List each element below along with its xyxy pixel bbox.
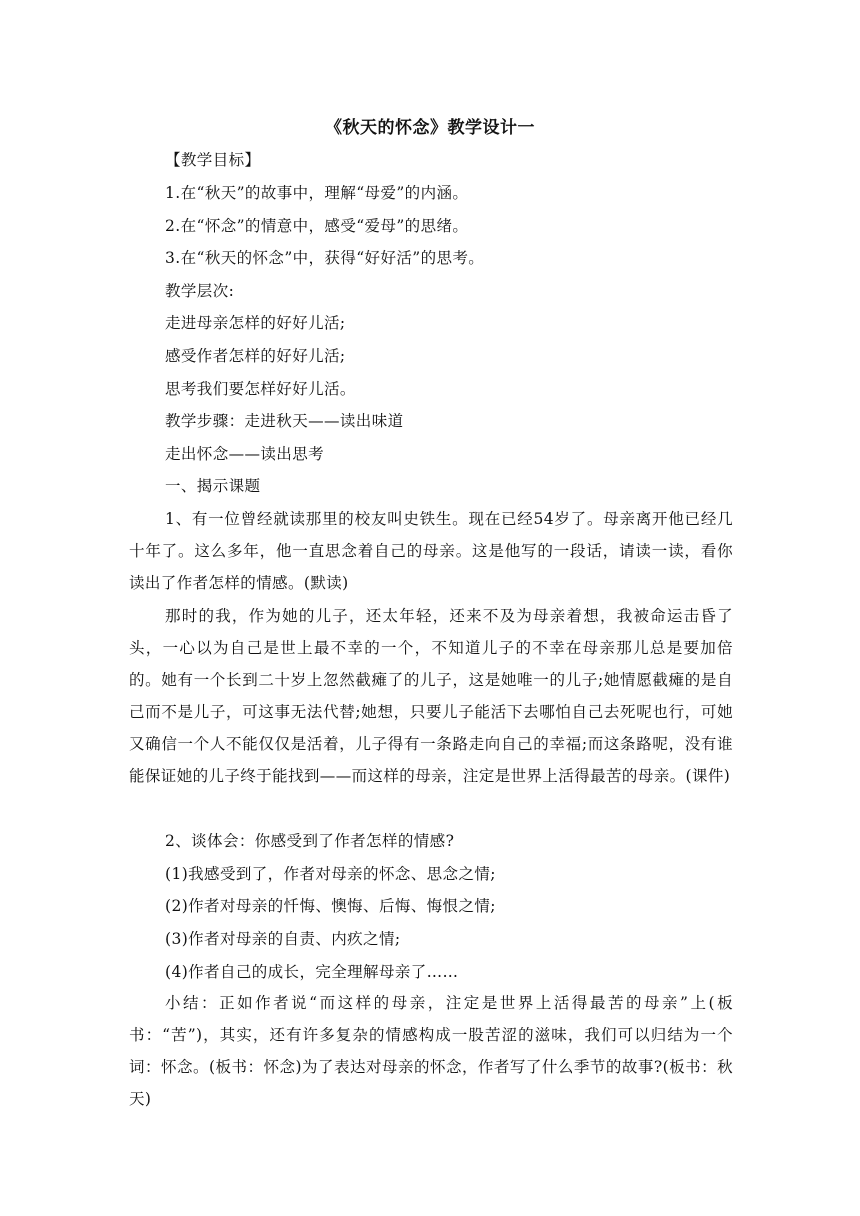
objectives-heading: 【教学目标】 — [165, 151, 261, 169]
objective-3: 3.在“秋天的怀念”中，获得“好好活”的思考。 — [165, 249, 485, 267]
steps-line-1: 教学步骤：走进秋天——读出味道 — [165, 412, 404, 430]
answer-3: (3)作者对母亲的自责、内疚之情; — [165, 930, 401, 948]
level-3: 思考我们要怎样好好儿活。 — [165, 380, 356, 398]
discussion-question: 2、谈体会：你感受到了作者怎样的情感? — [165, 832, 455, 850]
paragraph-quote: 那时的我，作为她的儿子，还太年轻，还来不及为母亲着想，我被命运击昏了头，一心以为自己是世上最不幸的一个，不知道儿子的不幸在母亲那儿总是要加倍的。她有一个长到二十岁上忽然截瘫了的儿子，这是她唯一的儿子;她情愿截瘫的是自己而不是儿子，可这事无法代替;她想，只要儿子能活下去哪怕自己去死呢也行，可她又确信一个人不能仅仅是活着，儿子得有一条路走向自己的幸福;而这条路呢，没有谁能保证她的儿子终于能找到——而这样的母亲，注定是世界上活得最苦的母亲。(课件) — [129, 607, 733, 785]
document-title: 《秋天的怀念》教学设计一 — [325, 118, 535, 138]
answer-4: (4)作者自己的成长，完全理解母亲了…… — [165, 963, 459, 981]
section-1-heading: 一、揭示课题 — [165, 477, 261, 495]
answer-2: (2)作者对母亲的忏悔、懊悔、后悔、悔恨之情; — [165, 897, 496, 915]
objective-1: 1.在“秋天”的故事中，理解“母爱”的内涵。 — [165, 184, 469, 202]
paragraph-summary: 小结：正如作者说“而这样的母亲，注定是世界上活得最苦的母亲”上(板书：“苦”)，其实，还有许多复杂的情感构成一股苦涩的滋味，我们可以归结为一个词：怀念。(板书：怀念)为了表达对母亲的怀念，作者写了什么季节的故事?(板书：秋天) — [129, 994, 733, 1108]
level-1: 走进母亲怎样的好好儿活; — [165, 314, 346, 332]
answer-1: (1)我感受到了，作者对母亲的怀念、思念之情; — [165, 865, 496, 883]
paragraph-intro: 1、有一位曾经就读那里的校友叫史铁生。现在已经54岁了。母亲离开他已经几十年了。这么多年，他一直思念着自己的母亲。这是他写的一段话，请读一读，看你读出了作者怎样的情感。(默读) — [129, 510, 733, 592]
objective-2: 2.在“怀念”的情意中，感受“爱母”的思绪。 — [165, 217, 469, 235]
steps-line-2: 走出怀念——读出思考 — [165, 445, 325, 463]
levels-heading: 教学层次: — [165, 282, 235, 300]
level-2: 感受作者怎样的好好儿活; — [165, 347, 346, 365]
